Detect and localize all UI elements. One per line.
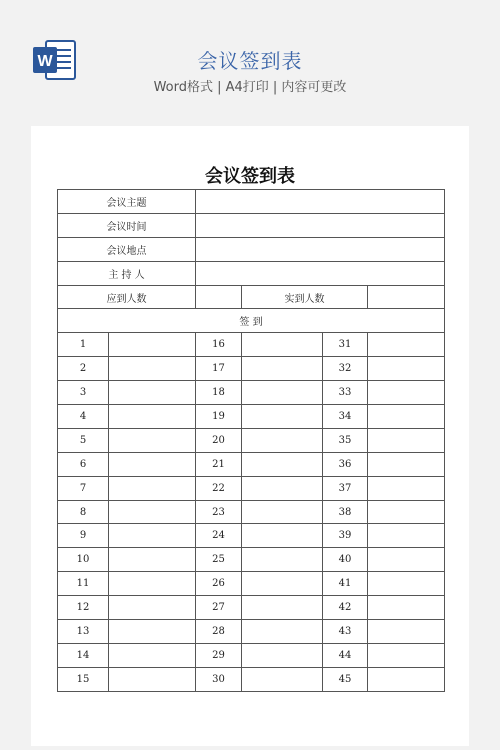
attendance-row	[58, 285, 445, 309]
sign-name-cell	[109, 548, 196, 572]
info-value-cell	[196, 261, 445, 285]
sign-number: 35	[323, 428, 368, 452]
sign-name-cell	[242, 381, 323, 405]
sign-name-cell	[368, 405, 445, 429]
sign-number: 21	[196, 452, 242, 476]
sign-row	[58, 381, 445, 405]
info-row	[58, 190, 445, 214]
sign-name-cell	[368, 452, 445, 476]
sign-name-cell	[109, 428, 196, 452]
sign-number: 39	[323, 524, 368, 548]
info-label: 会议地点	[58, 237, 196, 261]
sign-name-cell	[368, 524, 445, 548]
sign-row	[58, 643, 445, 667]
sign-number: 1	[58, 333, 109, 357]
sign-number: 13	[58, 620, 109, 644]
info-value-cell	[196, 190, 445, 214]
expected-count-cell	[196, 285, 242, 309]
sign-number: 4	[58, 405, 109, 429]
document-page	[31, 126, 469, 746]
sign-number: 23	[196, 500, 242, 524]
sign-header-row	[58, 309, 445, 333]
sign-number: 25	[196, 548, 242, 572]
sign-number: 36	[323, 452, 368, 476]
sign-number: 19	[196, 405, 242, 429]
sign-number: 33	[323, 381, 368, 405]
sign-name-cell	[368, 428, 445, 452]
sign-name-cell	[242, 428, 323, 452]
sign-name-cell	[242, 667, 323, 691]
sign-name-cell	[368, 333, 445, 357]
sign-number: 31	[323, 333, 368, 357]
sign-name-cell	[368, 500, 445, 524]
actual-count-cell	[368, 285, 445, 309]
sign-name-cell	[242, 572, 323, 596]
info-label: 会议时间	[58, 213, 196, 237]
sign-number: 17	[196, 357, 242, 381]
sign-row	[58, 452, 445, 476]
sign-number: 8	[58, 500, 109, 524]
sign-name-cell	[109, 667, 196, 691]
sign-number: 24	[196, 524, 242, 548]
sign-name-cell	[242, 620, 323, 644]
sign-row	[58, 357, 445, 381]
sign-number: 14	[58, 643, 109, 667]
sign-number: 38	[323, 500, 368, 524]
sign-name-cell	[242, 548, 323, 572]
info-label: 会议主题	[58, 190, 196, 214]
sign-number: 43	[323, 620, 368, 644]
sign-number: 41	[323, 572, 368, 596]
sign-name-cell	[109, 333, 196, 357]
sign-name-cell	[109, 524, 196, 548]
sign-number: 9	[58, 524, 109, 548]
sign-name-cell	[242, 596, 323, 620]
sign-name-cell	[368, 572, 445, 596]
sign-name-cell	[242, 333, 323, 357]
sign-name-cell	[242, 476, 323, 500]
sign-name-cell	[242, 500, 323, 524]
sign-row	[58, 524, 445, 548]
sign-name-cell	[109, 405, 196, 429]
sign-number: 22	[196, 476, 242, 500]
sign-number: 42	[323, 596, 368, 620]
sign-number: 40	[323, 548, 368, 572]
sign-number: 11	[58, 572, 109, 596]
sign-name-cell	[109, 476, 196, 500]
sign-name-cell	[109, 596, 196, 620]
sign-name-cell	[109, 620, 196, 644]
sign-row	[58, 667, 445, 691]
sign-header: 签 到	[58, 309, 445, 333]
sign-number: 15	[58, 667, 109, 691]
sign-number: 29	[196, 643, 242, 667]
sign-name-cell	[109, 500, 196, 524]
sign-row	[58, 476, 445, 500]
sign-name-cell	[242, 357, 323, 381]
sign-number: 20	[196, 428, 242, 452]
sign-name-cell	[242, 405, 323, 429]
sign-name-cell	[368, 548, 445, 572]
sign-row	[58, 405, 445, 429]
sign-name-cell	[368, 357, 445, 381]
sign-number: 32	[323, 357, 368, 381]
sign-name-cell	[109, 643, 196, 667]
sign-name-cell	[368, 381, 445, 405]
sign-name-cell	[368, 643, 445, 667]
sign-number: 6	[58, 452, 109, 476]
actual-count-label: 实到人数	[242, 285, 368, 309]
header-title: 会议签到表	[197, 49, 303, 73]
sign-row	[58, 572, 445, 596]
sign-row	[58, 428, 445, 452]
expected-count-label: 应到人数	[58, 285, 196, 309]
document-title: 会议签到表	[205, 166, 295, 187]
sign-name-cell	[242, 524, 323, 548]
sign-number: 2	[58, 357, 109, 381]
sign-row	[58, 620, 445, 644]
info-value-cell	[196, 213, 445, 237]
sign-row	[58, 333, 445, 357]
sign-number: 37	[323, 476, 368, 500]
sign-number: 7	[58, 476, 109, 500]
sign-name-cell	[368, 596, 445, 620]
sign-number: 34	[323, 405, 368, 429]
sign-name-cell	[368, 476, 445, 500]
sign-number: 44	[323, 643, 368, 667]
page-header	[0, 0, 500, 110]
sign-number: 27	[196, 596, 242, 620]
sign-number: 3	[58, 381, 109, 405]
sign-name-cell	[368, 620, 445, 644]
sign-name-cell	[109, 572, 196, 596]
signin-table	[57, 189, 445, 692]
sign-number: 5	[58, 428, 109, 452]
sign-number: 18	[196, 381, 242, 405]
sign-name-cell	[242, 643, 323, 667]
sign-number: 30	[196, 667, 242, 691]
info-label: 主 持 人	[58, 261, 196, 285]
sign-name-cell	[242, 452, 323, 476]
sign-number: 16	[196, 333, 242, 357]
header-subtitle: Word格式 | A4打印 | 内容可更改	[153, 80, 347, 95]
info-value-cell	[196, 237, 445, 261]
sign-row	[58, 596, 445, 620]
sign-row	[58, 500, 445, 524]
sign-name-cell	[109, 381, 196, 405]
info-row	[58, 237, 445, 261]
sign-number: 45	[323, 667, 368, 691]
sign-row	[58, 548, 445, 572]
sign-name-cell	[109, 357, 196, 381]
sign-number: 12	[58, 596, 109, 620]
sign-number: 10	[58, 548, 109, 572]
sign-name-cell	[368, 667, 445, 691]
sign-number: 26	[196, 572, 242, 596]
sign-name-cell	[109, 452, 196, 476]
info-row	[58, 213, 445, 237]
info-row	[58, 261, 445, 285]
sign-number: 28	[196, 620, 242, 644]
word-icon-letter: W	[37, 53, 53, 70]
